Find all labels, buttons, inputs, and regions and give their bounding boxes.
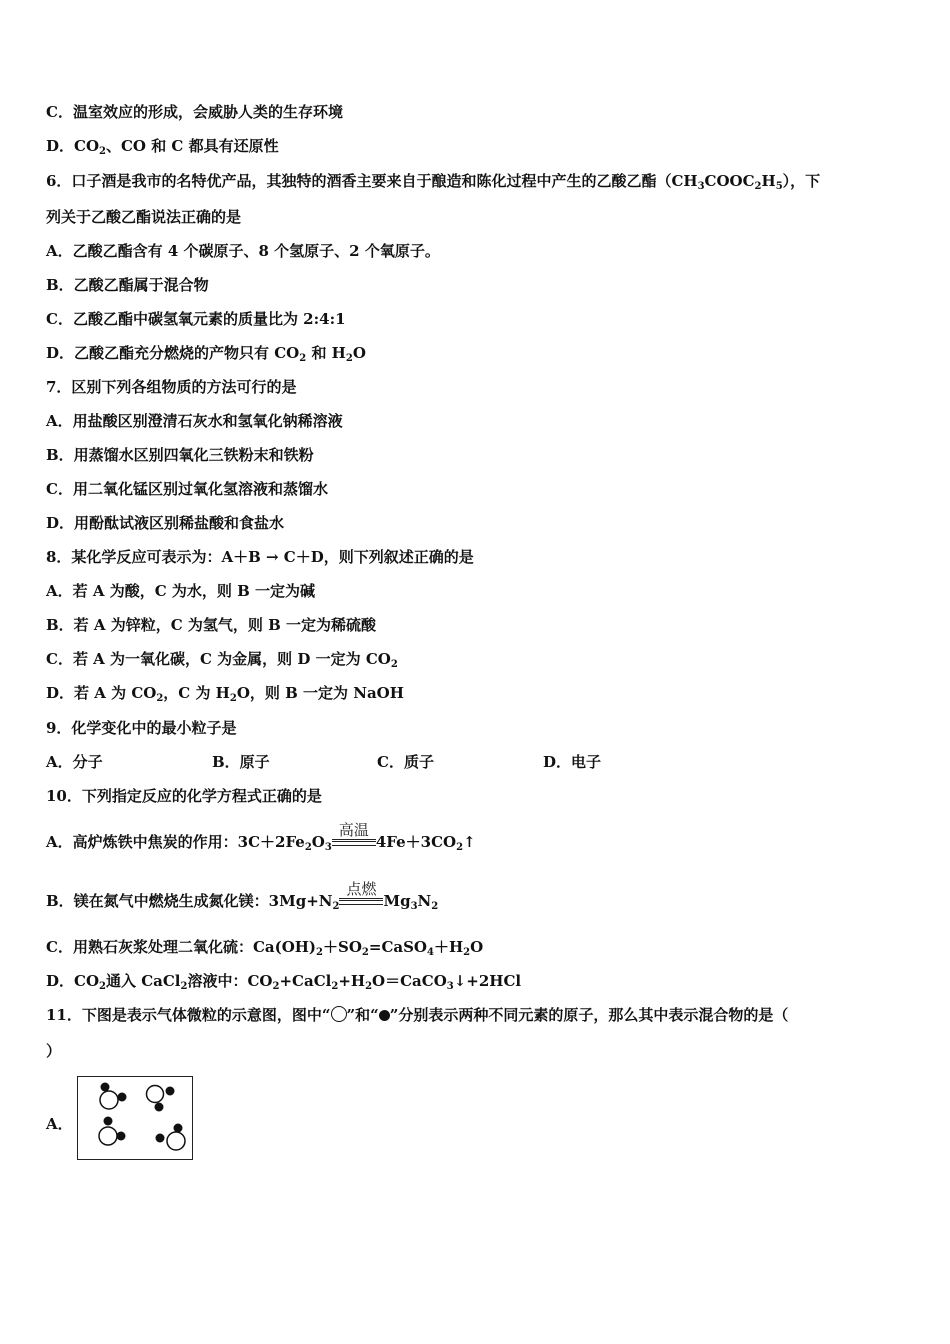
q8-option-c: C．若 A 为一氧化碳，C 为金属，则 D 一定为 $CO_2$ bbox=[46, 650, 398, 670]
molecule-2 bbox=[147, 1086, 175, 1112]
q9-option-b: B．原子 bbox=[212, 753, 270, 771]
q7-option-c: C．用二氧化锰区别过氧化氢溶液和蒸馏水 bbox=[46, 480, 328, 498]
q6-option-b: B．乙酸乙酯属于混合物 bbox=[46, 276, 209, 294]
q9-option-c: C．质子 bbox=[377, 753, 434, 771]
molecule-3 bbox=[99, 1117, 126, 1146]
filled-atom bbox=[118, 1093, 127, 1102]
open-atom bbox=[167, 1132, 185, 1150]
open-atom bbox=[100, 1091, 118, 1109]
filled-atom bbox=[155, 1103, 164, 1112]
molecule-4 bbox=[156, 1124, 186, 1151]
q7-option-b: B．用蒸馏水区别四氧化三铁粉末和铁粉 bbox=[46, 446, 314, 464]
filled-atom bbox=[156, 1134, 165, 1143]
molecule-diagram-svg bbox=[78, 1077, 192, 1159]
filled-atom bbox=[104, 1117, 113, 1126]
q10-option-d: D．$CO_2$通入 CaCl$_2$溶液中：$CO_2+CaCl_2+H_2O=CaCO_3↓+2HCl$ bbox=[46, 972, 522, 992]
q9-option-d: D．电子 bbox=[543, 753, 602, 771]
q10-option-b: B．镁在氮气中燃烧生成氮化镁：$3Mg+N_2$ 点燃 $Mg_3N_2$ bbox=[46, 880, 439, 912]
q8-option-d: D．若 A 为 $CO_2$，C 为 $H_2O$，则 B 一定为 NaOH bbox=[46, 684, 404, 704]
q9-stem: 9．化学变化中的最小粒子是 bbox=[46, 719, 237, 737]
q6-stem: 6．口子酒是我市的名特优产品，其独特的酒香主要来自于酿造和陈化过程中产生的乙酸乙酯$(CH_3COOC_2H_5)$，下 bbox=[46, 172, 821, 192]
q11-stem: 11．下图是表示气体微粒的示意图，图中“ ”和“ ”分别表示两种不同元素的原子，那么其中表示混合物的是（ bbox=[46, 1006, 789, 1024]
filled-atom bbox=[101, 1083, 110, 1092]
q7-option-d: D．用酚酞试液区别稀盐酸和食盐水 bbox=[46, 514, 285, 532]
q7-stem: 7．区别下列各组物质的方法可行的是 bbox=[46, 378, 297, 396]
filled-atom bbox=[117, 1132, 126, 1141]
q6-stem-cont: 列关于乙酸乙酯说法正确的是 bbox=[46, 208, 242, 226]
molecule-diagram-a bbox=[77, 1076, 193, 1160]
filled-atom bbox=[174, 1124, 183, 1133]
q9-option-a: A．分子 bbox=[46, 753, 103, 771]
filled-circle-atom-icon bbox=[379, 1010, 390, 1021]
filled-atom bbox=[166, 1087, 175, 1096]
q5-option-c: C．温室效应的形成，会威胁人类的生存环境 bbox=[46, 103, 343, 121]
q10-option-c: C．用熟石灰浆处理二氧化硫：$Ca(OH)_2+SO_2=CaSO_4+H_2O$ bbox=[46, 938, 484, 958]
q5-option-d: D．$CO_2$、CO 和 C 都具有还原性 bbox=[46, 137, 279, 157]
q6-option-d: D．乙酸乙酯充分燃烧的产物只有 $CO_2$ 和 $H_2O$ bbox=[46, 344, 366, 364]
q10-option-a: A．高炉炼铁中焦炭的作用：$3C+2Fe_2O_3$ 高温 $4Fe+3CO_2↑$ bbox=[46, 821, 476, 853]
q7-option-a: A．用盐酸区别澄清石灰水和氢氧化钠稀溶液 bbox=[46, 412, 343, 430]
open-circle-atom-icon bbox=[331, 1006, 347, 1022]
q8-stem: 8．某化学反应可表示为：A＋B → C＋D，则下列叙述正确的是 bbox=[46, 548, 474, 566]
q8-option-b: B．若 A 为锌粒，C 为氢气，则 B 一定为稀硫酸 bbox=[46, 616, 377, 634]
q6-option-c: C．乙酸乙酯中碳氢氧元素的质量比为 2:4:1 bbox=[46, 310, 346, 328]
reaction-condition-ignite: 点燃 bbox=[339, 898, 383, 911]
open-atom bbox=[147, 1086, 164, 1103]
reaction-condition-high-temp: 高温 bbox=[332, 839, 376, 852]
molecule-1 bbox=[100, 1083, 127, 1110]
open-atom bbox=[99, 1127, 117, 1145]
q11-stem-cont: ） bbox=[46, 1042, 62, 1060]
q6-option-a: A．乙酸乙酯含有 4 个碳原子、8 个氢原子、2 个氧原子。 bbox=[46, 242, 440, 260]
q8-option-a: A．若 A 为酸，C 为水，则 B 一定为碱 bbox=[46, 582, 316, 600]
q10-stem: 10．下列指定反应的化学方程式正确的是 bbox=[46, 787, 322, 805]
q11-option-a-label: A． bbox=[46, 1115, 73, 1133]
